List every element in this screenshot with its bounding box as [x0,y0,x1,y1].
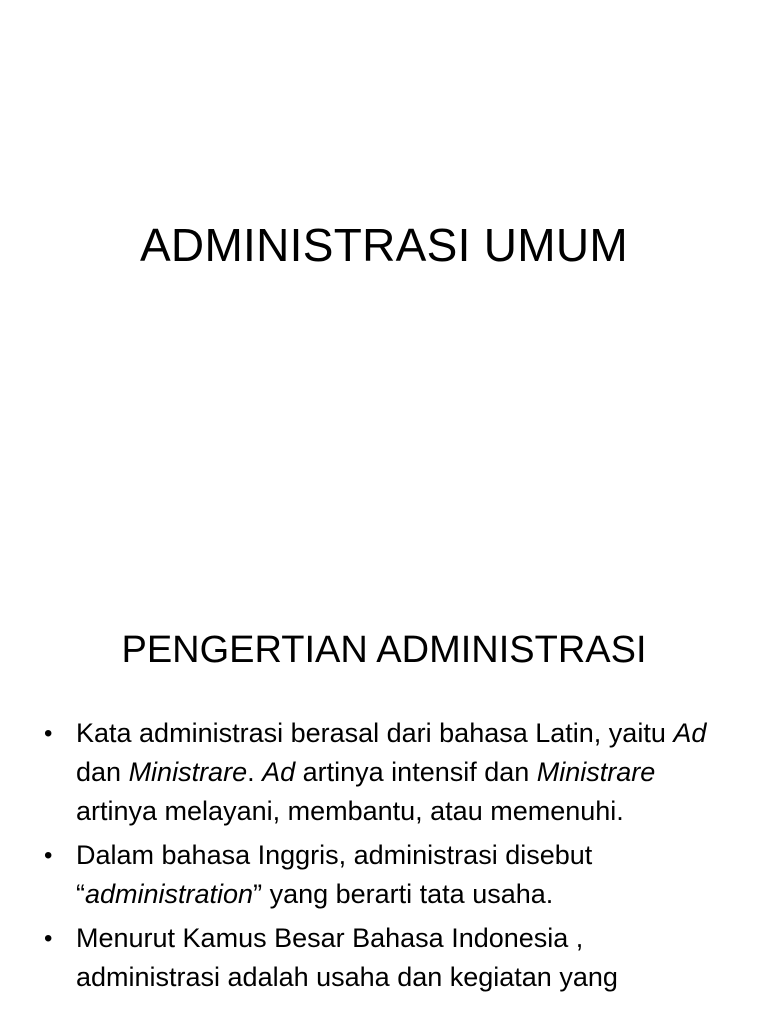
bullet-icon: • [44,925,53,952]
bullet-text: Kata administrasi berasal dari bahasa Latin, yaitu [76,718,674,748]
bullet-text: Menurut Kamus Besar Bahasa Indonesia , administrasi adalah usaha dan kegiatan yang [76,923,618,992]
bullet-text: ” yang berarti tata usaha. [253,879,554,909]
latin-term: Ministrare [536,757,656,787]
english-term: administration [85,879,254,909]
bullet-text: . [247,757,263,787]
latin-term: Ministrare [128,757,248,787]
bullet-list [40,714,730,1002]
bullet-text: artinya intensif dan [295,757,537,787]
bullet-text: artinya melayani, membantu, atau memenuhi. [76,796,624,826]
bullet-icon: • [44,720,53,747]
latin-term: Ad [673,718,707,748]
bullet-text: dan [76,757,129,787]
bullet-text: Dalam bahasa Inggris, administrasi disebut “ [76,840,593,909]
latin-term: Ad [262,757,296,787]
bullet-item-kbbi [40,919,730,997]
bullet-item-latin-origin [40,714,730,831]
section-title: PENGERTIAN ADMINISTRASI [121,629,647,671]
main-title: ADMINISTRASI UMUM [139,219,629,271]
bullet-item-english [40,836,730,914]
slide-definition [0,576,768,1024]
bullet-icon: • [44,842,53,869]
